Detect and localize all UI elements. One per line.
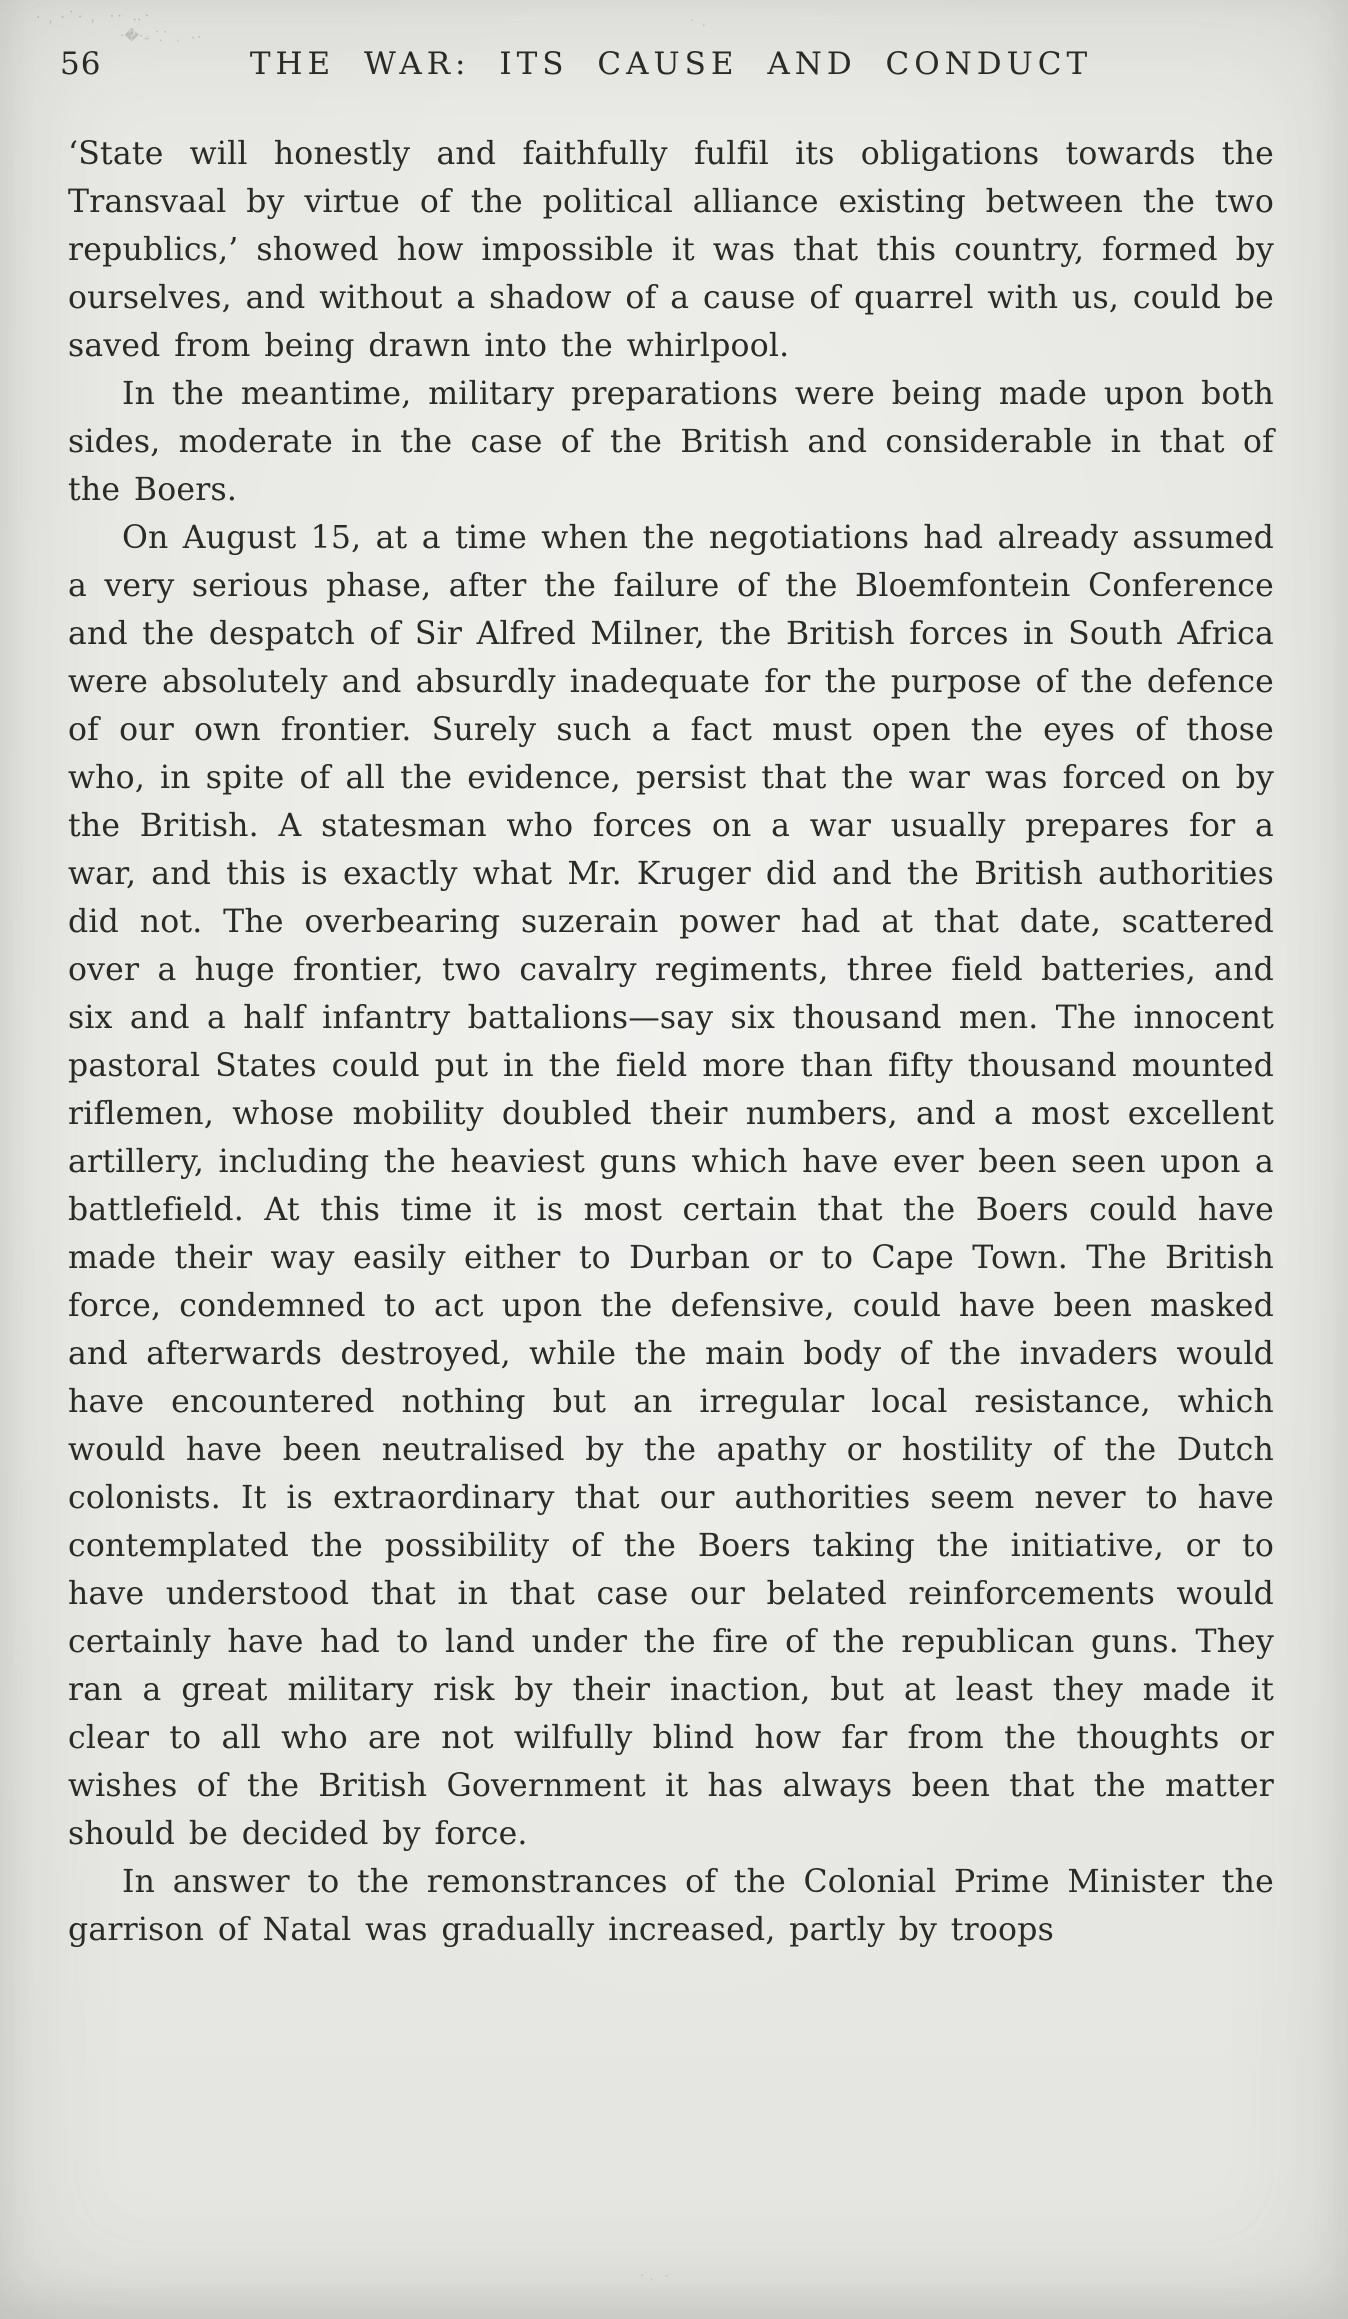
scan-artifact: ·�̷·₊ ⸪ ﹒ ۰· xyxy=(119,28,202,46)
paragraph: In the meantime, military preparations were being made upon both sides, moderate in the case of the British and considerable in that of the Boers. xyxy=(68,376,1274,508)
page-number: 56 xyxy=(60,46,102,82)
paragraph: In answer to the remonstrances of the Colonial Prime Minister the garrison of Natal was gradually increased, partly by troops xyxy=(68,1864,1274,1948)
paragraph-continuation: ‘State will honestly and faithfully fulfil its obligations towards the Transvaal by virtue of the political alliance existing between the two republics,’ showed how impossible it was that this country, formed by ourselves, and without a shadow of a cause of quarrel with us, could be saved from being drawn into the whirlpool. xyxy=(68,136,1274,364)
paragraph: On August 15, at a time when the negotiations had already assumed a very serious phase, after the failure of the Bloemfontein Conference and the despatch of Sir Alfred Milner, the British forces in South Africa were absolutely and absurdly inadequate for the purpose of the defence of our own frontier. Surely such a fact must open the eyes of those who, in spite of all the evidence, persist that the war was forced on by the British. A statesman who forces on a war usually prepares for a war, and this is exactly what Mr. Kruger did and the British authorities did not. The overbearing suzerain power had at that date, scattered over a huge frontier, two cavalry regiments, three field batteries, and six and a half infantry battalions—say six thousand men. The innocent pastoral States could put in the field more than fifty thousand mounted riflemen, whose mobility doubled their numbers, and a most excellent artillery, including the heaviest guns which have ever been seen upon a battlefield. At this time it is most certain that the Boers could have made their way easily either to Durban or to Cape Town. The British force, condemned to act upon the defensive, could have been masked and afterwards destroyed, while the main body of the invaders would have encountered nothing but an irregular local resistance, which would have been neutralised by the apathy or hostility of the Dutch colonists. It is extraordinary that our authorities seem never to have contemplated the possibility of the Boers taking the initiative, or to have understood that in that case our belated reinforcements would certainly have had to land under the fire of the republican guns. They ran a great military risk by their inaction, but at least they made it clear to all who are not wilfully blind how far from the thoughts or wishes of the British Government it has always been that the matter should be decided by force. xyxy=(68,520,1274,1852)
scan-artifact: ·﹐·˙·﹐ ·· ‥· xyxy=(35,7,153,27)
running-title: THE WAR: ITS CAUSE AND CONDUCT xyxy=(249,46,1093,82)
scan-artifact: ·﹒ ۰ xyxy=(639,2267,671,2285)
running-header xyxy=(60,46,1274,94)
scan-artifact: ᐧ﹐ xyxy=(689,12,714,30)
page-body xyxy=(68,130,1274,1954)
